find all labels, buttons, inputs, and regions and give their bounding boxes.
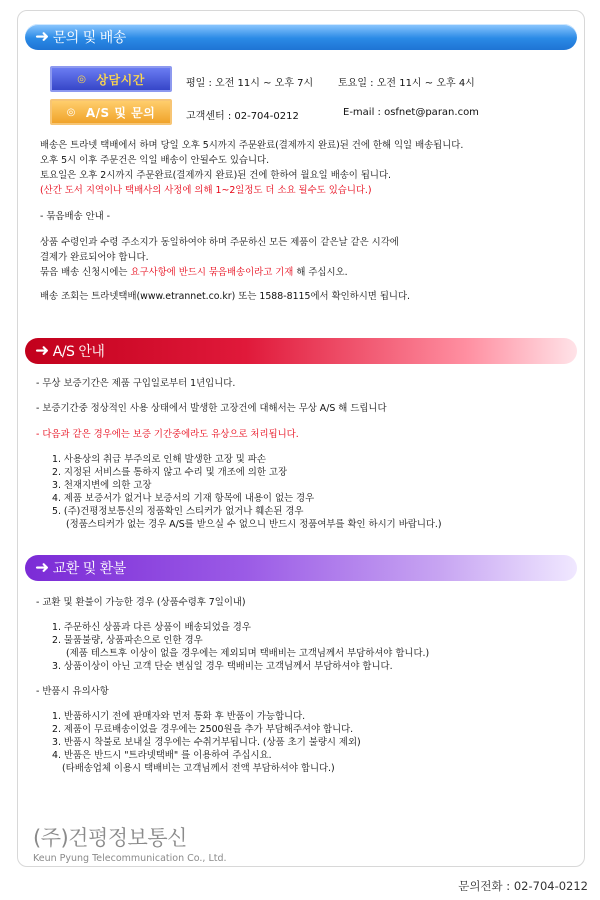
customer-center-phone: 고객센터 : 02-704-0212 — [186, 111, 299, 122]
return-note: (타배송업체 이용시 택배비는 고객님께서 전액 부담하셔야 합니다.) — [62, 763, 335, 774]
return-item: 2. 제품이 무료배송이었을 경우에는 2500원을 추가 부담해주셔야 합니다. — [52, 724, 354, 735]
return-title: - 반품시 유의사항 — [36, 686, 109, 697]
exchange-item: 1. 주문하신 상품과 다른 상품이 배송되었을 경우 — [52, 622, 251, 633]
arrow-right-icon: ➜ — [35, 26, 49, 47]
arrow-right-icon: ➜ — [35, 557, 49, 578]
hours-saturday: 토요일 : 오전 11시 ~ 오후 4시 — [338, 78, 475, 89]
footer-phone: 문의전화 : 02-704-0212 — [458, 879, 588, 893]
section-header-exchange — [25, 555, 577, 581]
exchange-item: 3. 상품이상이 아닌 고객 단순 변심일 경우 택배비는 고객님께서 부담하셔야 합니다. — [52, 661, 393, 672]
hours-weekday: 평일 : 오전 11시 ~ 오후 7시 — [186, 78, 314, 89]
bundle-request-text: 묶음 배송 신청시에는 — [40, 267, 131, 278]
as-line: - 보증기간중 정상적인 사용 상태에서 발생한 고장건에 대해서는 무상 A/S 해 드립니다 — [36, 403, 387, 414]
company-logo-english: Keun Pyung Telecommunication Co., Ltd. — [33, 853, 227, 864]
return-item: 1. 반품하시기 전에 판매자와 먼저 통화 후 반품이 가능합니다. — [52, 711, 306, 722]
as-note: (정품스티커가 없는 경우 A/S를 받으실 수 없으니 반드시 정품여부를 확인 하시기 바랍니다.) — [66, 519, 442, 530]
consult-hours-badge — [50, 66, 172, 92]
section-header-as — [25, 338, 577, 364]
bundle-request-highlight: 요구사항에 반드시 묶음배송이라고 기재 — [130, 267, 294, 278]
return-item: 4. 반품은 반드시 "트라넷택배" 를 이용하여 주십시요. — [52, 750, 272, 761]
tracking-info: 배송 조회는 트라넷택배(www.etrannet.co.kr) 또는 1588-8115에서 확인하시면 됩니다. — [40, 291, 410, 302]
arrow-right-icon: ➜ — [35, 340, 49, 361]
shipping-warning: (산간 도서 지역이나 택배사의 사정에 의해 1~2일정도 더 소요 될수도 있습니다.) — [40, 185, 372, 196]
return-item: 3. 반품시 착불로 보내실 경우에는 수취거부됩니다. (상품 초기 불량시 제외) — [52, 737, 361, 748]
shipping-line: 배송은 트라넷 택배에서 하며 당일 오후 5시까지 주문완료(결제까지 완료)된 건에 한해 익일 배송됩니다. — [40, 140, 464, 151]
as-inquiry-badge — [50, 99, 172, 125]
as-item: 2. 지정된 서비스를 통하지 않고 수리 및 개조에 의한 고장 — [52, 467, 288, 478]
shipping-line: 토요일은 오후 2시까지 주문완료(결제까지 완료)된 건에 한하여 월요일 배송이 됩니다. — [40, 170, 391, 181]
as-inquiry-label: A/S 및 문의 — [85, 105, 156, 120]
consult-hours-label: 상담시간 — [96, 72, 145, 87]
exchange-item: 2. 물품불량, 상품파손으로 인한 경우 — [52, 635, 203, 646]
bundle-title: - 묶음배송 안내 - — [40, 211, 111, 222]
shipping-line: 오후 5시 이후 주문건은 익일 배송이 안될수도 있습니다. — [40, 155, 270, 166]
as-paid-warning: - 다음과 같은 경우에는 보증 기간중에라도 유상으로 처리됩니다. — [36, 429, 299, 440]
as-item: 4. 제품 보증서가 없거나 보증서의 기재 항목에 내용이 없는 경우 — [52, 493, 315, 504]
exchange-note: (제품 테스트후 이상이 없을 경우에는 제외되며 택배비는 고객님께서 부담하셔야 합니다.) — [66, 648, 430, 659]
section-title: 문의 및 배송 — [52, 30, 126, 46]
as-item: 5. (주)건평정보통신의 정품확인 스티커가 없거나 훼손된 경우 — [52, 506, 304, 517]
as-line: - 무상 보증기간은 제품 구입일로부터 1년입니다. — [36, 378, 236, 389]
section-title: A/S 안내 — [52, 344, 105, 360]
circle-bullet-icon: ◎ — [77, 73, 87, 85]
contact-email: E-mail : osfnet@paran.com — [343, 107, 479, 118]
bundle-line: 상품 수령인과 수령 주소지가 동일하여야 하며 주문하신 모든 제품이 같은날 같은 시각에 — [40, 237, 399, 248]
bundle-line: 결제가 완료되어야 합니다. — [40, 252, 149, 263]
section-header-shipping — [25, 24, 577, 50]
exchange-title: - 교환 및 환불이 가능한 경우 (상품수령후 7일이내) — [36, 597, 246, 608]
as-item: 1. 사용상의 취급 부주의로 인해 발생한 고장 및 파손 — [52, 454, 266, 465]
bundle-request-text-end: 해 주십시오. — [293, 267, 348, 278]
section-title: 교환 및 환불 — [52, 561, 126, 577]
company-logo-name: (주)건평정보통신 — [33, 826, 187, 850]
as-item: 3. 천재지변에 의한 고장 — [52, 480, 152, 491]
circle-bullet-icon: ◎ — [66, 106, 76, 118]
bundle-request — [40, 265, 348, 280]
